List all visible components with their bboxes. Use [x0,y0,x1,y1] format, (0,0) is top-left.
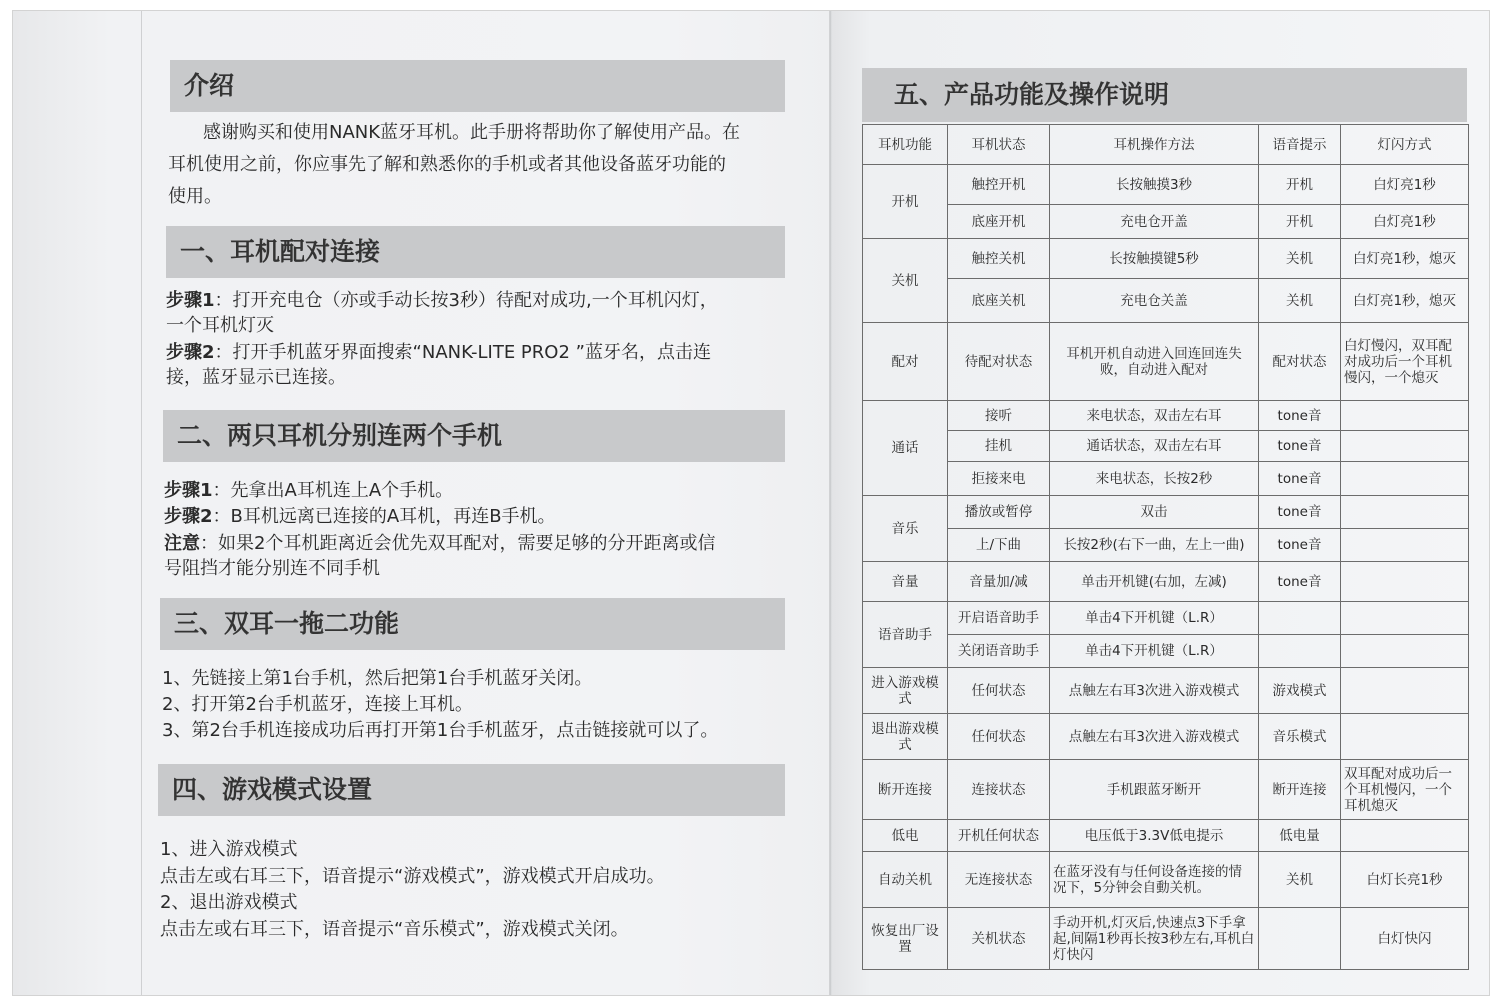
sec1-step1-text: ：打开充电仓（亦或手动长按3秒）待配对成功,一个耳机闪灯， [214,290,718,311]
sec2-note-text: ：如果2个耳机距离近会优先双耳配对，需要足够的分开距离或信 [200,533,716,554]
cell-state: 接听 [948,401,1050,431]
cell-state: 触控关机 [948,239,1050,279]
table-row [863,562,1469,602]
cell-state: 连接状态 [948,760,1050,820]
cell-light [1341,462,1469,496]
cell-voice: tone音 [1259,529,1341,562]
sec2-heading: 二、两只耳机分别连两个手机 [163,410,785,462]
table-row [863,852,1469,908]
sec4-line-1: 1、进入游戏模式 [160,839,298,860]
cell-op: 充电仓开盖 [1050,205,1259,239]
cell-func: 配对 [863,323,948,401]
cell-voice: tone音 [1259,562,1341,602]
cell-light: 白灯快闪 [1341,908,1469,970]
cell-state: 无连接状态 [948,852,1050,908]
cell-light [1341,431,1469,462]
cell-light: 白灯亮1秒 [1341,165,1469,205]
cell-op: 充电仓关盖 [1050,279,1259,323]
table-row [863,820,1469,852]
cell-state: 播放或暂停 [948,496,1050,529]
sec2-note-label: 注意 [164,533,200,554]
cell-voice: 关机 [1259,852,1341,908]
sec1-step2-label: 步骤2 [166,342,215,363]
sec2-note-line2: 号阻挡才能分别连不同手机 [164,558,380,579]
cell-voice: tone音 [1259,462,1341,496]
function-table [862,124,1469,970]
cell-op: 耳机开机自动进入回连回连失败，自动进入配对 [1050,323,1259,401]
cell-op: 来电状态，长按2秒 [1050,462,1259,496]
sec1-heading: 一、耳机配对连接 [166,226,785,278]
cell-op: 通话状态，双击左右耳 [1050,431,1259,462]
cell-light: 白灯慢闪，双耳配对成功后一个耳机慢闪，一个熄灭 [1341,323,1469,401]
table-row [863,462,1469,496]
cell-op: 电压低于3.3V低电提示 [1050,820,1259,852]
cell-light: 白灯亮1秒 [1341,205,1469,239]
cell-light [1341,401,1469,431]
table-row [863,602,1469,635]
cell-voice: tone音 [1259,401,1341,431]
sec1-step2-text: ：打开手机蓝牙界面搜索“NANK-LITE PRO2 ”蓝牙名，点击连 [214,342,711,363]
cell-state: 关闭语音助手 [948,635,1050,668]
table-row [863,668,1469,714]
table-row [863,908,1469,970]
cell-func: 通话 [863,401,948,496]
cell-op: 单击4下开机键（L.R） [1050,602,1259,635]
cell-state: 开启语音助手 [948,602,1050,635]
table-row [863,496,1469,529]
header-function: 耳机功能 [863,125,948,165]
cell-op: 手动开机,灯灭后,快速点3下手拿起,间隔1秒再长按3秒左右,耳机白灯快闪 [1050,908,1259,970]
header-voice: 语音提示 [1259,125,1341,165]
cell-voice: 开机 [1259,205,1341,239]
cell-state: 关机状态 [948,908,1050,970]
sec2-step2-text: ：B耳机远离已连接的A耳机，再连B手机。 [212,506,556,527]
cell-func: 自动关机 [863,852,948,908]
intro-heading: 介绍 [170,60,785,112]
cell-voice: 配对状态 [1259,323,1341,401]
cell-light [1341,562,1469,602]
cell-voice [1259,635,1341,668]
cell-func: 开机 [863,165,948,239]
cell-light: 白灯亮1秒，熄灭 [1341,279,1469,323]
sec2-step1-text: ：先拿出A耳机连上A个手机。 [212,480,454,501]
cell-op: 长按2秒(右下一曲，左上一曲) [1050,529,1259,562]
cell-op: 在蓝牙没有与任何设备连接的情况下，5分钟会自動关机。 [1050,852,1259,908]
header-operation: 耳机操作方法 [1050,125,1259,165]
sec3-line-3: 3、第2台手机连接成功后再打开第1台手机蓝牙，点击链接就可以了。 [162,720,719,741]
cell-light [1341,635,1469,668]
sec3-line-1: 1、先链接上第1台手机，然后把第1台手机蓝牙关闭。 [162,668,593,689]
cell-voice: 低电量 [1259,820,1341,852]
intro-line-3: 使用。 [168,186,222,207]
cell-func: 音乐 [863,496,948,562]
table-row [863,635,1469,668]
table-row [863,323,1469,401]
cell-voice [1259,602,1341,635]
sec2-step2 [164,504,556,530]
cell-op: 单击开机键(右加，左减) [1050,562,1259,602]
cell-state: 底座开机 [948,205,1050,239]
sec4-line-3: 2、退出游戏模式 [160,892,298,913]
table-row [863,529,1469,562]
sec1-step2-line2: 接，蓝牙显示已连接。 [166,367,346,388]
sec4-line-2: 点击左或右耳三下，语音提示“游戏模式”，游戏模式开启成功。 [160,866,665,887]
cell-state: 任何状态 [948,714,1050,760]
sec4-line-4: 点击左或右耳三下，语音提示“音乐模式”，游戏模式关闭。 [160,919,629,940]
sec3-line-2: 2、打开第2台手机蓝牙，连接上耳机。 [162,694,473,715]
cell-voice: tone音 [1259,431,1341,462]
cell-func: 退出游戏模式 [863,714,948,760]
cell-voice: 关机 [1259,279,1341,323]
sec4-heading: 四、游戏模式设置 [158,764,785,816]
cell-voice: tone音 [1259,496,1341,529]
cell-state: 拒接来电 [948,462,1050,496]
sec3-heading: 三、双耳一拖二功能 [160,598,785,650]
sec1-step1-line1 [166,288,718,314]
cell-light [1341,714,1469,760]
cell-light [1341,529,1469,562]
sec5-heading: 五、产品功能及操作说明 [862,68,1467,122]
cell-func: 音量 [863,562,948,602]
header-state: 耳机状态 [948,125,1050,165]
cell-func: 断开连接 [863,760,948,820]
cell-func: 关机 [863,239,948,323]
cell-op: 长按触摸键5秒 [1050,239,1259,279]
cell-state: 触控开机 [948,165,1050,205]
cell-op: 点触左右耳3次进入游戏模式 [1050,714,1259,760]
cell-op: 单击4下开机键（L.R） [1050,635,1259,668]
cell-light [1341,496,1469,529]
cell-state: 待配对状态 [948,323,1050,401]
page-fold [829,11,832,995]
cell-state: 底座关机 [948,279,1050,323]
intro-line-1: 感谢购买和使用NANK蓝牙耳机。此手册将帮助你了解使用产品。在 [203,122,741,143]
cell-voice: 游戏模式 [1259,668,1341,714]
cell-state: 任何状态 [948,668,1050,714]
cell-light: 双耳配对成功后一个耳机慢闪，一个耳机熄灭 [1341,760,1469,820]
sec2-step2-label: 步骤2 [164,506,213,527]
sec2-step1 [164,478,453,504]
table-row [863,760,1469,820]
table-row [863,714,1469,760]
sec1-step1-label: 步骤1 [166,290,215,311]
cell-op: 来电状态，双击左右耳 [1050,401,1259,431]
cell-op: 双击 [1050,496,1259,529]
cell-voice: 开机 [1259,165,1341,205]
cell-voice [1259,908,1341,970]
cell-light [1341,668,1469,714]
table-row [863,239,1469,279]
sec1-step2-line1 [166,340,711,366]
sec2-note-line1 [164,531,715,557]
table-header-row [863,125,1469,165]
table-row [863,205,1469,239]
cell-light: 白灯亮1秒，熄灭 [1341,239,1469,279]
table-row [863,431,1469,462]
cell-op: 长按触摸3秒 [1050,165,1259,205]
cell-voice: 音乐模式 [1259,714,1341,760]
cell-func: 低电 [863,820,948,852]
cell-state: 开机任何状态 [948,820,1050,852]
sec1-step1-line2: 一个耳机灯灭 [166,315,274,336]
cell-voice: 关机 [1259,239,1341,279]
intro-line-2: 耳机使用之前，你应事先了解和熟悉你的手机或者其他设备蓝牙功能的 [168,154,726,175]
table-row [863,165,1469,205]
cell-func: 恢复出厂设置 [863,908,948,970]
sec2-step1-label: 步骤1 [164,480,213,501]
cell-op: 手机跟蓝牙断开 [1050,760,1259,820]
header-light: 灯闪方式 [1341,125,1469,165]
table-row [863,401,1469,431]
cell-light: 白灯长亮1秒 [1341,852,1469,908]
cell-func: 进入游戏模式 [863,668,948,714]
cell-state: 挂机 [948,431,1050,462]
table-row [863,279,1469,323]
cell-light [1341,820,1469,852]
cell-func: 语音助手 [863,602,948,668]
cell-voice: 断开连接 [1259,760,1341,820]
cell-state: 上/下曲 [948,529,1050,562]
cell-light [1341,602,1469,635]
cell-op: 点触左右耳3次进入游戏模式 [1050,668,1259,714]
cell-state: 音量加/减 [948,562,1050,602]
